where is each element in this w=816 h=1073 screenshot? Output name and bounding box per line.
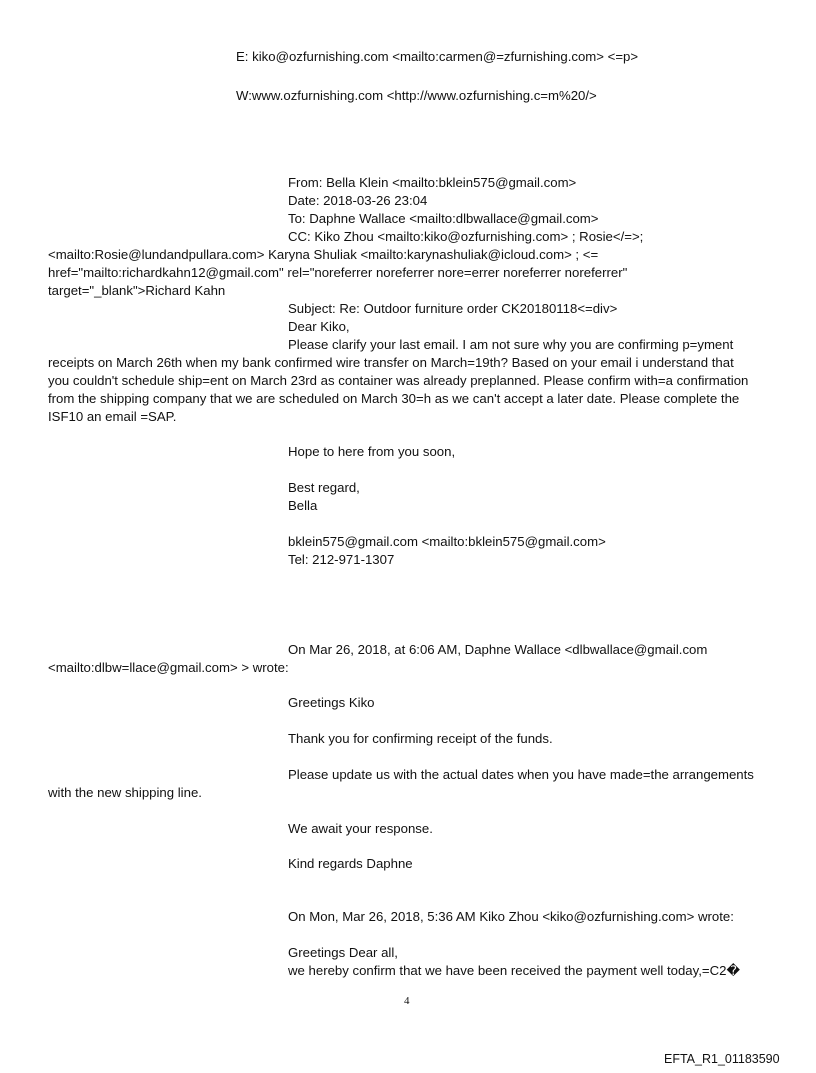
msg1-body-line-5: ISF10 an email =SAP.: [48, 409, 177, 424]
msg1-cc-line-1: CC: Kiko Zhou <mailto:kiko@ozfurnishing.com> ; Rosie</=>;: [288, 229, 644, 244]
msg1-closing: Best regard,: [288, 480, 360, 495]
msg1-subject: Subject: Re: Outdoor furniture order CK20180118<=div>: [288, 301, 618, 316]
msg3-intro: On Mon, Mar 26, 2018, 5:36 AM Kiko Zhou <kiko@ozfurnishing.com> wrote:: [288, 909, 734, 924]
msg1-signature-tel: Tel: 212-971-1307: [288, 552, 395, 567]
msg1-body-line-1: Please clarify your last email. I am not sure why you are confirming p=yment: [288, 337, 734, 352]
msg2-intro-line-2: <mailto:dlbw=llace@gmail.com> > wrote:: [48, 660, 289, 675]
msg2-greeting: Greetings Kiko: [288, 695, 375, 710]
msg2-update-line-1: Please update us with the actual dates when you have made=the arrangements: [288, 767, 754, 782]
msg3-greeting: Greetings Dear all,: [288, 945, 398, 960]
msg2-thanks: Thank you for confirming receipt of the funds.: [288, 731, 553, 746]
msg1-to: To: Daphne Wallace <mailto:dlbwallace@gmail.com>: [288, 211, 599, 226]
msg1-signature-name: Bella: [288, 498, 318, 513]
msg2-regards: Kind regards Daphne: [288, 856, 413, 871]
msg2-update-line-2: with the new shipping line.: [48, 785, 202, 800]
msg1-salutation: Dear Kiko,: [288, 319, 350, 334]
msg1-cc-line-2: <mailto:Rosie@lundandpullara.com> Karyna Shuliak <mailto:karynashuliak@icloud.com> ; <=: [48, 247, 599, 262]
page-number: 4: [404, 995, 410, 1007]
msg1-signature-email: bklein575@gmail.com <mailto:bklein575@gmail.com>: [288, 534, 606, 549]
header-email-line: E: kiko@ozfurnishing.com <mailto:carmen@=zfurnishing.com> <=p>: [236, 49, 639, 64]
msg1-date: Date: 2018-03-26 23:04: [288, 193, 428, 208]
header-web-line: W:www.ozfurnishing.com <http://www.ozfurnishing.c=m%20/>: [236, 88, 597, 103]
msg2-await: We await your response.: [288, 821, 433, 836]
msg1-body-line-2: receipts on March 26th when my bank confirmed wire transfer on March=19th? Based on your email i understand that: [48, 355, 734, 370]
msg1-from: From: Bella Klein <mailto:bklein575@gmail.com>: [288, 175, 577, 190]
bates-number: EFTA_R1_01183590: [664, 1052, 780, 1066]
msg1-body-line-4: from the shipping company that we are scheduled on March 30=h as we can't accept a later date. Please complete the: [48, 391, 740, 406]
msg1-body-line-3: you couldn't schedule ship=ent on March 23rd as container was already preplanned. Please confirm with=a confirmation: [48, 373, 749, 388]
msg1-cc-line-4: target="_blank">Richard Kahn: [48, 283, 226, 298]
msg2-intro-line-1: On Mar 26, 2018, at 6:06 AM, Daphne Wallace <dlbwallace@gmail.com: [288, 642, 708, 657]
msg1-hope: Hope to here from you soon,: [288, 444, 456, 459]
msg1-cc-line-3: href="mailto:richardkahn12@gmail.com" rel="noreferrer noreferrer nore=errer noreferrer noreferrer": [48, 265, 628, 280]
msg3-body: we hereby confirm that we have been received the payment well today,=C2�: [288, 963, 741, 978]
